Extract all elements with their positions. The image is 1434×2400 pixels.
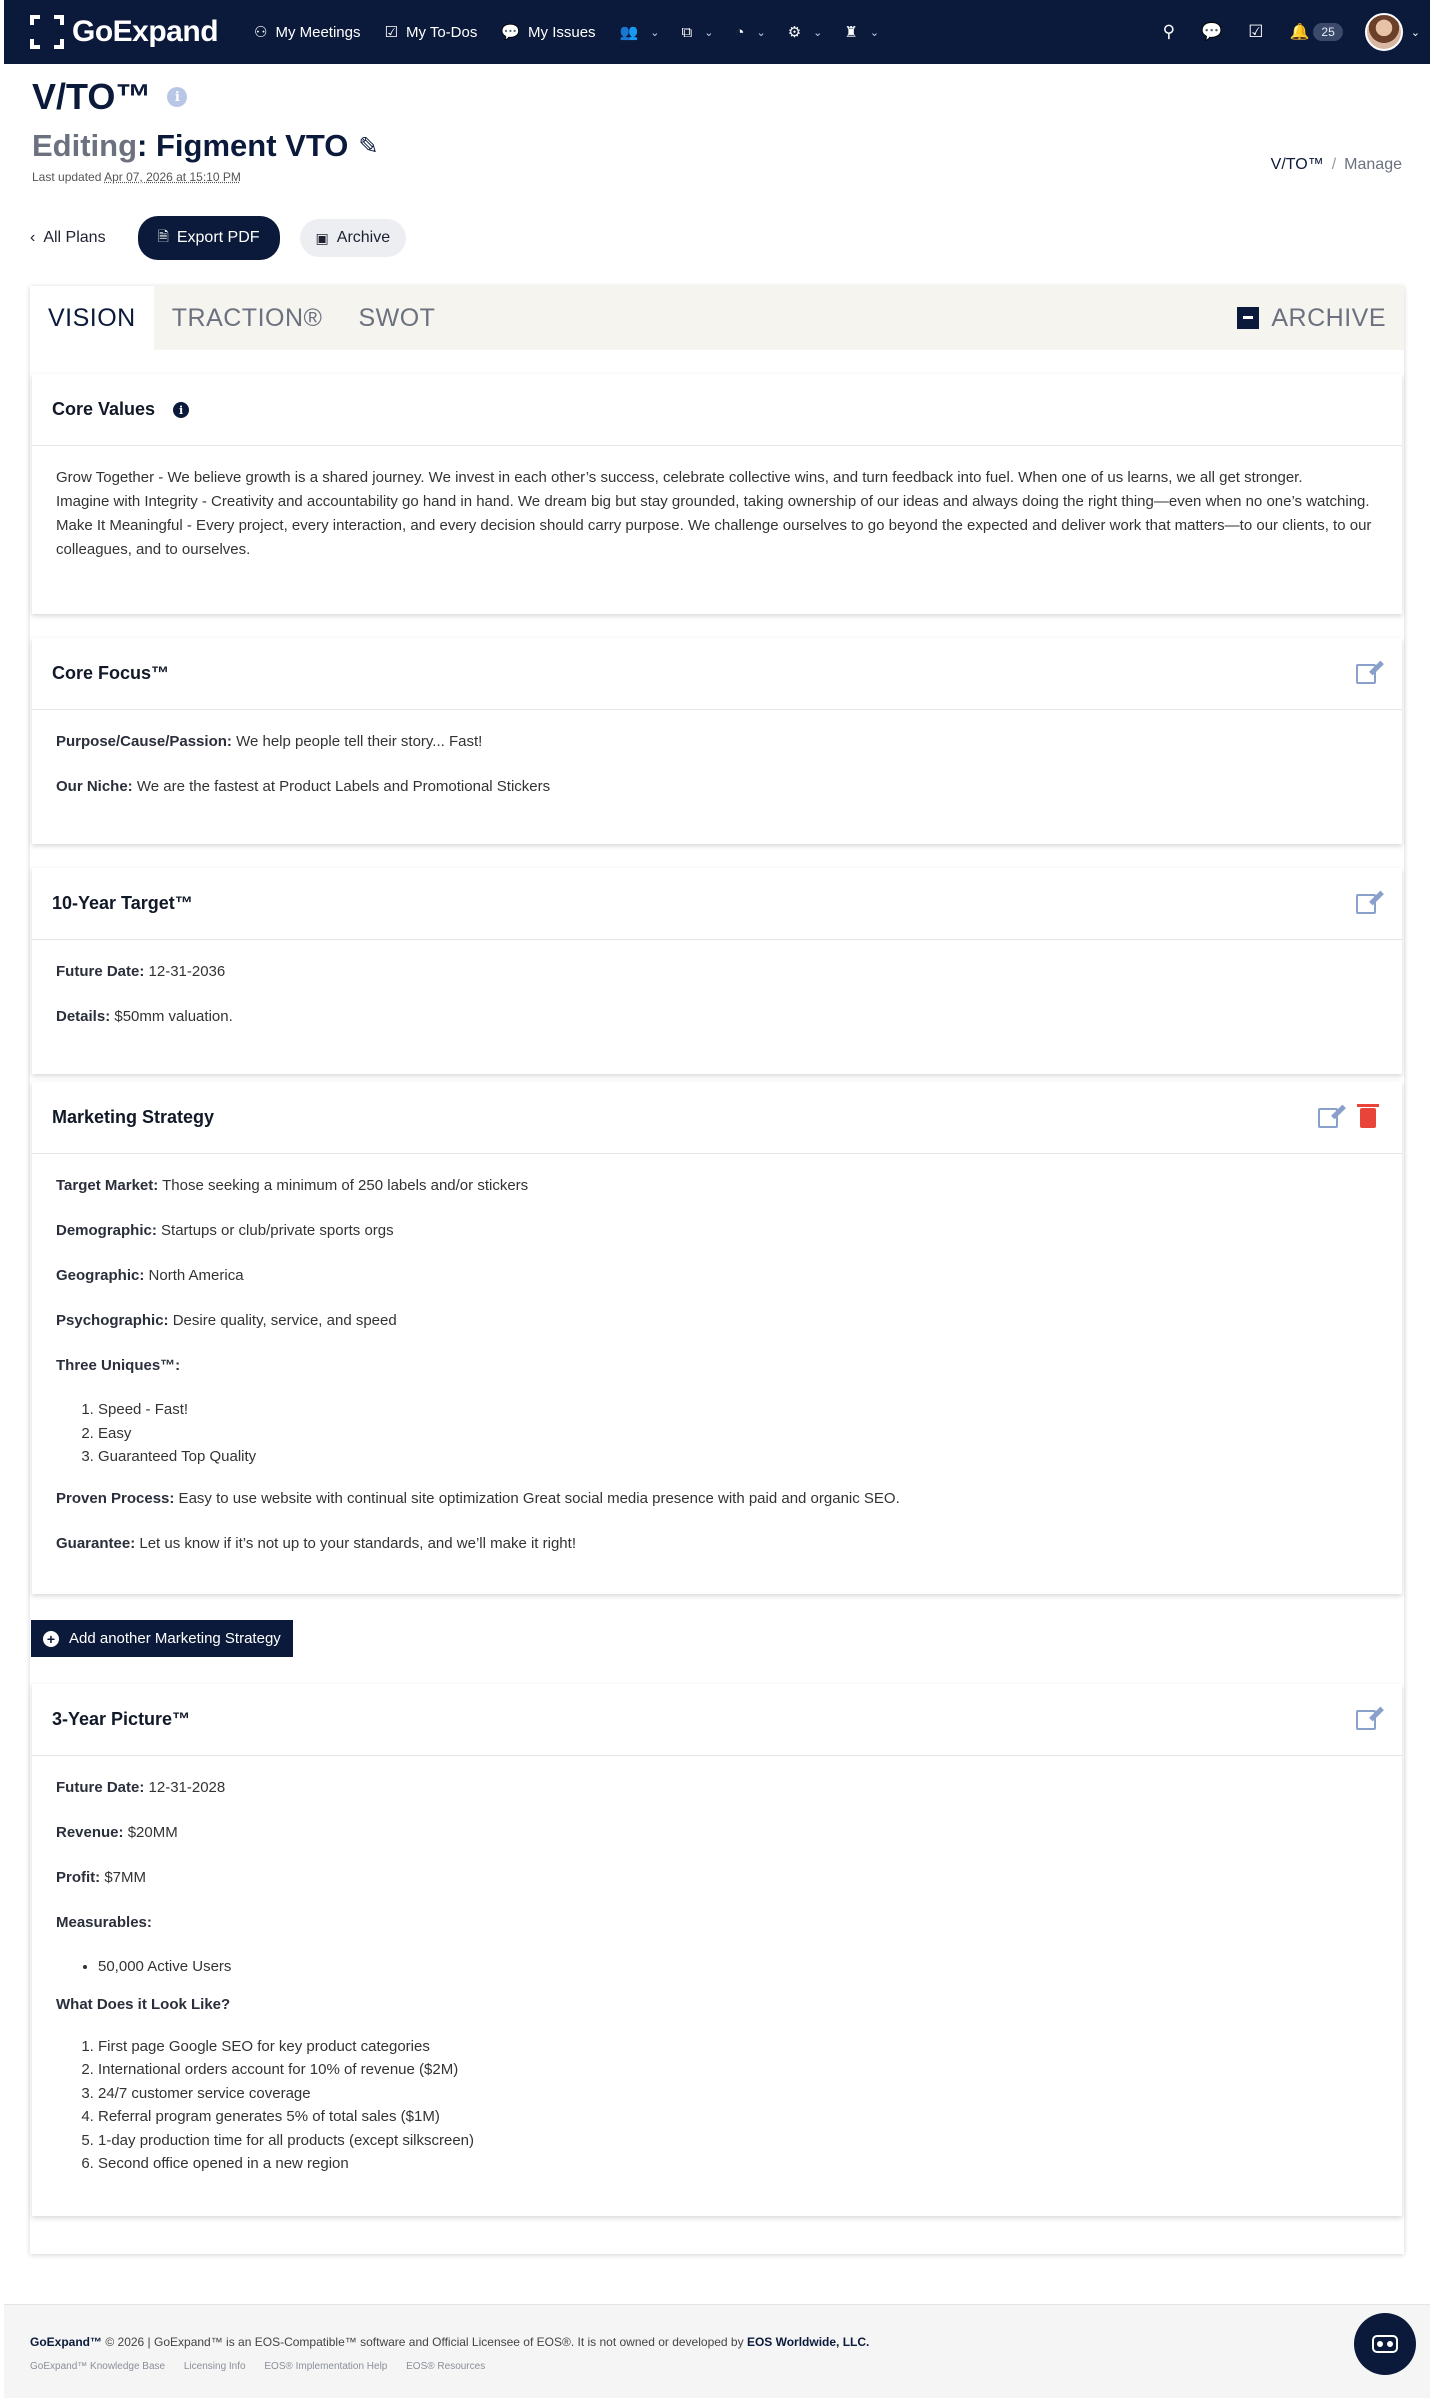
psychographic-label: Psychographic: [56, 1312, 169, 1329]
guarantee-label: Guarantee: [56, 1534, 136, 1552]
geographic-value: North America [144, 1267, 244, 1284]
chevron-down-icon[interactable]: ⌄ [1410, 26, 1420, 39]
export-pdf-button[interactable] [138, 216, 280, 260]
ten-year-details-field [56, 1005, 1378, 1029]
future-date-label: Future Date: [56, 1779, 145, 1796]
list-item: 6. Second office opened in a new region [98, 2152, 1378, 2176]
chevron-left-icon: ‹ [30, 229, 36, 246]
chevron-down-icon: ⌄ [650, 26, 660, 39]
three-uniques-list [98, 1398, 1378, 1469]
three-year-picture-body [32, 1756, 1402, 2214]
ten-year-date-field [56, 960, 1378, 984]
archive-box-icon: ▣ [315, 229, 329, 246]
proven-process-value: Easy to use website with continual site optimization Great social media presence with paid and organic SEO. [174, 1489, 900, 1507]
gear-icon: ⚙ [787, 24, 802, 41]
plan-title [32, 128, 1402, 164]
psychographic-value: Desire quality, service, and speed [168, 1312, 397, 1329]
three-year-picture-title: 3-Year Picture™ [52, 1709, 191, 1729]
core-values-body [32, 446, 1402, 582]
list-item: 1. Speed - Fast! [98, 1398, 1378, 1422]
tab-vision[interactable]: VISION [30, 286, 154, 350]
ten-year-target-header [32, 868, 1402, 940]
robot-icon [1372, 2335, 1398, 2353]
edit-icon[interactable] [1318, 1108, 1338, 1128]
marketing-strategy-header [32, 1082, 1402, 1154]
marketing-strategy-card [32, 1082, 1402, 1594]
guarantee-value: Let us know if it’s not up to your standards, and we’ll make it right! [135, 1534, 576, 1552]
list-item: 1. First page Google SEO for key product categories [98, 2035, 1378, 2059]
pdf-file-icon: 🗎 [157, 228, 169, 244]
measurables-field [56, 1911, 1378, 1935]
look-like-field [56, 1993, 1378, 2017]
core-values-title [52, 399, 189, 420]
marketing-strategy-body [32, 1154, 1402, 1597]
tab-archive-label: ARCHIVE [1271, 303, 1386, 332]
search-icon[interactable]: ⚲ [1162, 22, 1176, 41]
core-focus-actions [1338, 664, 1376, 684]
breadcrumb-vto[interactable]: V/TO™ [1270, 156, 1324, 173]
nav-my-issues[interactable] [501, 23, 595, 41]
list-item: 4. Referral program generates 5% of total sales ($1M) [98, 2105, 1378, 2129]
list-item: 2. Easy [98, 1422, 1378, 1446]
footer-brand: GoExpand™ [30, 2335, 103, 2349]
meetings-icon: ⚇ [254, 24, 268, 41]
marketing-strategy-title: Marketing Strategy [52, 1107, 215, 1127]
bell-icon: 🔔 [1289, 24, 1310, 41]
avatar[interactable] [1365, 13, 1403, 51]
nav-dashboard-dropdown[interactable] [735, 24, 765, 41]
revenue-field [56, 1821, 1378, 1845]
add-marketing-strategy-button[interactable] [31, 1620, 293, 1657]
geographic-field [56, 1264, 1378, 1288]
profit-field [56, 1866, 1378, 1890]
last-updated-prefix: Last updated [32, 170, 105, 184]
nav-my-issues-label: My Issues [528, 23, 596, 41]
page-title: V/TO™ [32, 76, 152, 117]
tab-archive[interactable] [1237, 286, 1404, 350]
core-focus-body [32, 710, 1402, 840]
look-like-label: What Does it Look Like? [56, 1995, 231, 2013]
psychographic-field [56, 1309, 1378, 1333]
proven-process-field [56, 1487, 1378, 1511]
teacher-icon: ♜ [844, 24, 858, 41]
core-value-line: Grow Together - We believe growth is a shared journey. We invest in each other’s success, celebrate collective wins, and turn feedback into fuel. When one of us learns, we all get stronger. [56, 469, 1303, 486]
breadcrumb-manage: Manage [1344, 156, 1402, 173]
nav-org-chart-dropdown[interactable] [681, 24, 713, 41]
future-date-value: 12-31-2036 [144, 963, 226, 980]
ten-year-target-card [32, 868, 1402, 1074]
info-icon[interactable]: i [167, 87, 187, 107]
list-item: 3. Guaranteed Top Quality [98, 1445, 1378, 1469]
list-item: 3. 24/7 customer service coverage [98, 2082, 1378, 2106]
nav-my-todos[interactable] [385, 23, 478, 41]
tab-bar [30, 286, 1404, 350]
org-chart-icon: ⧉ [681, 23, 693, 41]
target-market-field [56, 1174, 1378, 1198]
add-marketing-strategy-label: Add another Marketing Strategy [69, 1630, 281, 1647]
core-values-card [32, 374, 1402, 614]
measurables-label: Measurables: [56, 1914, 152, 1931]
footer-link-licensing[interactable]: Licensing Info [183, 2361, 246, 2372]
dashboard-icon: ◔ [735, 23, 745, 41]
details-label: Details: [56, 1008, 111, 1025]
nav-utilities [1137, 0, 1420, 64]
checkbox-icon: ☑ [384, 24, 398, 41]
three-year-picture-actions [1338, 1710, 1376, 1730]
three-uniques-field [56, 1354, 1378, 1378]
breadcrumb-separator: / [1331, 156, 1337, 173]
target-market-label: Target Market: [56, 1177, 159, 1194]
purpose-label: Purpose/Cause/Passion: [56, 733, 232, 750]
core-focus-header [32, 638, 1402, 710]
archive-label: Archive [336, 229, 391, 246]
nav-my-todos-label: My To-Dos [405, 23, 478, 41]
logo-mark-icon [30, 15, 64, 49]
last-updated-value: Apr 07, 2026 at 15:10 PM [104, 170, 241, 184]
chevron-down-icon: ⌄ [813, 26, 823, 39]
ten-year-target-title: 10-Year Target™ [52, 893, 193, 913]
core-focus-title: Core Focus™ [52, 663, 170, 683]
chevron-down-icon: ⌄ [756, 26, 766, 39]
core-values-header [32, 374, 1402, 446]
target-market-value: Those seeking a minimum of 250 labels and/or stickers [158, 1177, 529, 1194]
ten-year-target-body [32, 940, 1402, 1070]
info-icon[interactable]: i [173, 402, 189, 418]
purpose-field [56, 730, 1378, 754]
proven-process-label: Proven Process: [56, 1489, 175, 1507]
demographic-label: Demographic: [56, 1222, 157, 1239]
marketing-strategy-actions [1300, 1108, 1376, 1128]
trash-icon[interactable] [1360, 1108, 1376, 1128]
brand-logo[interactable] [30, 15, 218, 49]
core-focus-card [32, 638, 1402, 844]
niche-label: Our Niche: [56, 778, 133, 795]
all-plans-link[interactable] [30, 229, 106, 247]
nav-people-dropdown[interactable] [620, 23, 660, 41]
nav-my-meetings-label: My Meetings [275, 23, 361, 41]
top-nav [4, 0, 1430, 64]
footer-copyright-text: © 2026 | GoExpand™ is an EOS-Compatible™ software and Official Licensee of EOS®. It is not owned or developed by [102, 2335, 747, 2349]
edit-icon[interactable] [1356, 1710, 1376, 1730]
profit-label: Profit: [56, 1869, 101, 1886]
page-title-row [32, 76, 1402, 118]
three-year-picture-card [32, 1684, 1402, 2216]
footer-links [30, 2361, 501, 2372]
chevron-down-icon: ⌄ [869, 26, 880, 39]
list-item: • 50,000 Active Users [98, 1955, 1378, 1979]
profit-value: $7MM [100, 1869, 147, 1886]
action-bar [30, 216, 406, 260]
chat-icon: 💬 [501, 24, 521, 41]
last-updated [32, 170, 1402, 184]
tasks-icon[interactable]: ☑ [1248, 22, 1264, 41]
brand-name: GoExpand [72, 15, 219, 48]
breadcrumb [1271, 156, 1402, 174]
page-header [32, 76, 1402, 184]
future-date-value: 12-31-2028 [144, 1779, 226, 1796]
editing-label: Editing [32, 128, 138, 163]
footer-copyright [30, 2335, 869, 2349]
all-plans-label: All Plans [43, 229, 106, 246]
plus-circle-icon: + [43, 1631, 59, 1647]
demographic-field [56, 1219, 1378, 1243]
three-year-date-field [56, 1776, 1378, 1800]
three-uniques-label: Three Uniques™: [56, 1357, 181, 1374]
plan-name: : Figment VTO [137, 128, 349, 163]
look-like-list [98, 2035, 1378, 2176]
people-icon: 👥 [619, 24, 639, 41]
edit-icon[interactable] [1356, 894, 1376, 914]
list-item: 2. International orders account for 10% of revenue ($2M) [98, 2058, 1378, 2082]
future-date-label: Future Date: [56, 963, 145, 980]
notifications[interactable] [1290, 22, 1343, 42]
edit-icon[interactable] [1356, 664, 1376, 684]
core-value-line: Imagine with Integrity - Creativity and accountability go hand in hand. We dream big but stay grounded, taking ownership of our ideas and always doing the right thing—even when no one’s watching. [56, 493, 1370, 510]
tab-traction[interactable]: TRACTION® [171, 303, 323, 332]
core-value-line: Make It Meaningful - Every project, every interaction, and every decision should carry purpose. We challenge ourselves to go beyond the expected and deliver work that matters—to our clients, to our colleagues, and to ourselves. [56, 517, 1372, 558]
revenue-label: Revenue: [56, 1824, 124, 1841]
nav-coach-dropdown[interactable] [844, 23, 879, 41]
assistant-bot-button[interactable] [1354, 2313, 1416, 2375]
geographic-label: Geographic: [56, 1267, 145, 1284]
chevron-down-icon: ⌄ [704, 26, 714, 39]
pencil-icon[interactable]: ✎ [358, 132, 379, 160]
nav-links [254, 0, 901, 64]
three-year-picture-header [32, 1684, 1402, 1756]
niche-field [56, 775, 1378, 799]
revenue-value: $20MM [123, 1824, 178, 1841]
demographic-value: Startups or club/private sports orgs [156, 1222, 394, 1239]
export-pdf-label: Export PDF [176, 229, 260, 246]
tab-swot[interactable]: SWOT [358, 303, 436, 332]
footer-link-knowledge-base[interactable]: GoExpand™ Knowledge Base [30, 2361, 166, 2372]
messages-icon[interactable]: 💬 [1201, 22, 1223, 41]
niche-value: We are the fastest at Product Labels and Promotional Stickers [132, 778, 551, 795]
measurables-list [98, 1955, 1378, 1979]
nav-settings-dropdown[interactable] [788, 23, 823, 41]
notifications-badge: 25 [1313, 23, 1342, 41]
nav-my-meetings[interactable] [254, 23, 360, 41]
archive-box-icon [1237, 307, 1259, 329]
footer [4, 2304, 1430, 2398]
list-item: 5. 1-day production time for all products (except silkscreen) [98, 2129, 1378, 2153]
ten-year-target-actions [1338, 894, 1376, 914]
vto-panel [30, 286, 1404, 2254]
archive-button[interactable] [300, 219, 407, 257]
core-values-title-text: Core Values [52, 399, 156, 419]
eos-worldwide-link[interactable]: EOS Worldwide, LLC. [746, 2335, 870, 2349]
footer-link-resources[interactable]: EOS® Resources [406, 2361, 486, 2372]
guarantee-field [56, 1532, 1378, 1556]
details-value: $50mm valuation. [110, 1008, 233, 1025]
purpose-value: We help people tell their story... Fast! [231, 733, 483, 750]
footer-link-implementation-help[interactable]: EOS® Implementation Help [264, 2361, 388, 2372]
